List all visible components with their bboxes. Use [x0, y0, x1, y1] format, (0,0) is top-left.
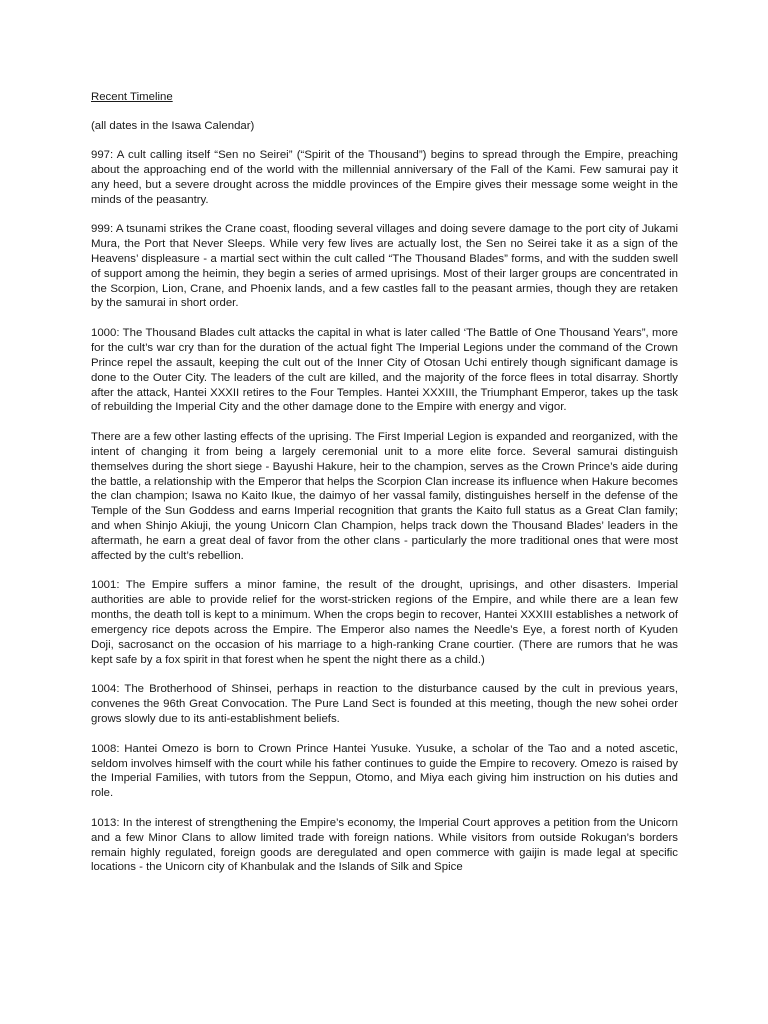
paragraph-999: 999: A tsunami strikes the Crane coast, flooding several villages and doing severe damage to the port city of Jukami Mura, the Port that Never Sleeps. While very few lives are actually lost, the Sen no Seirei take it as a sign of the Heavens’ displeasure - a martial sect within the cult called “The Thousand Blades” forms, and with the sudden swell of support among the heimin, they begin a series of armed uprisings. Most of their larger groups are concentrated in the Scorpion, Lion, Crane, and Phoenix lands, and a few castles fall to the peasant armies, though they are retaken by the samurai in short order.: [91, 222, 678, 310]
document-page: [91, 90, 678, 890]
paragraph-997: 997: A cult calling itself “Sen no Seirei” (“Spirit of the Thousand”) begins to spread through the Empire, preaching about the approaching end of the world with the millennial anniversary of the Fall of the Kami. Few samurai pay it any heed, but a severe drought across the middle provinces of the Empire gives their message some weight in the minds of the peasantry.: [91, 148, 678, 206]
paragraph-1004: 1004: The Brotherhood of Shinsei, perhaps in reaction to the disturbance caused by the cult in previous years, convenes the 96th Great Convocation. The Pure Land Sect is founded at this meeting, though the new sohei order grows slowly due to its anti-establishment beliefs.: [91, 683, 678, 726]
paragraph-1001: 1001: The Empire suffers a minor famine, the result of the drought, uprisings, and other disasters. Imperial authorities are able to provide relief for the worst-stricken regions of the Empire, and while there are a lean few months, the death toll is kept to a minimum. When the crops begin to recover, Hantei XXXIII establishes a network of emergency rice depots across the Empire. The Emperor also names the Needle’s Eye, a forest north of Kyuden Doji, sacrosanct on the occasion of his marriage to a high-ranking Crane courtier. (There are rumors that he was kept safe by a fox spirit in that forest when he spent the night there as a child.): [91, 579, 678, 666]
timeline-heading: Recent Timeline: [91, 91, 173, 103]
paragraph-1013: 1013: In the interest of strengthening the Empire’s economy, the Imperial Court approves a petition from the Unicorn and a few Minor Clans to allow limited trade with foreign nations. While visitors from outside Rokugan’s borders remain highly regulated, foreign goods are deregulated and open commerce with gaijin is made legal at specific locations - the Unicorn city of Khanbulak and the Islands of Silk and Spice: [91, 816, 678, 874]
calendar-note: (all dates in the Isawa Calendar): [91, 119, 255, 132]
paragraph-1008: 1008: Hantei Omezo is born to Crown Prince Hantei Yusuke. Yusuke, a scholar of the Tao and a noted ascetic, seldom involves himself with the court while his father continues to guide the Empire to recovery. Omezo is raised by the Imperial Families, with tutors from the Seppun, Otomo, and Miya each giving him instruction on his duties and role.: [91, 742, 678, 800]
paragraph-uprising-effects: There are a few other lasting effects of the uprising. The First Imperial Legion is expanded and reorganized, with the intent of changing it from being a largely ceremonial unit to a more elite force. Several samurai distinguish themselves during the short siege - Bayushi Hakure, heir to the champion, serves as the Crown Prince’s aide during the battle, a relationship with the Emperor that helps the Scorpion Clan increase its influence when Hakure becomes the clan champion; Isawa no Kaito Ikue, the daimyo of her vassal family, distinguishes herself in the defense of the Temple of the Sun Goddess and earns Imperial recognition that grants the Kaito full status as a Great Clan family; and when Shinjo Akiuji, the young Unicorn Clan Champion, helps track down the Thousand Blades’ leaders in the aftermath, he earn a great deal of favor from the other clans - particularly the more traditional ones that were most affected by the cult’s rebellion.: [91, 430, 678, 563]
paragraph-1000: 1000: The Thousand Blades cult attacks the capital in what is later called ‘The Battle of One Thousand Years”, more for the cult’s war cry than for the duration of the actual fight The Imperial Legions under the command of the Crown Prince repel the assault, keeping the cult out of the Inner City of Otosan Uchi entirely though significant damage is done to the Outer City. The leaders of the cult are killed, and the majority of the force flees in total disarray. Shortly after the attack, Hantei XXXII retires to the Four Temples. Hantei XXXIII, the Triumphant Emperor, takes up the task of rebuilding the Imperial City and the other damage done to the Empire with energy and vigor.: [91, 326, 678, 414]
